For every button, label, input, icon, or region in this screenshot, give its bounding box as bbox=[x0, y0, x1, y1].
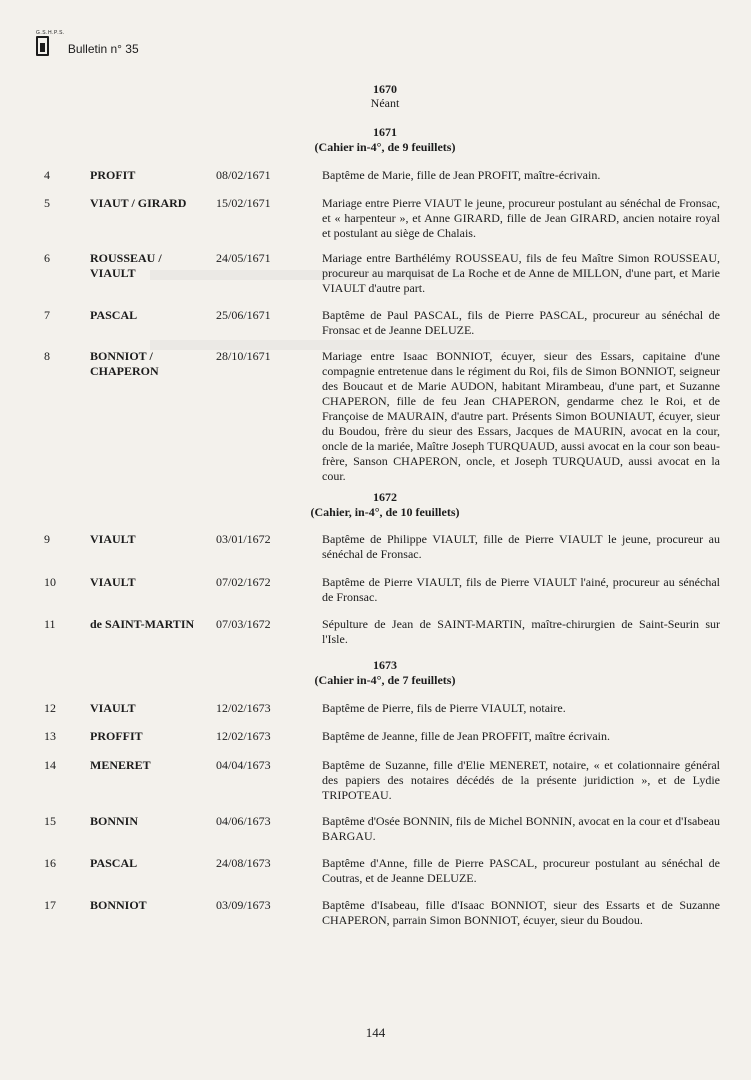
entry-text: Baptême de Pierre, fils de Pierre VIAULT, notaire. bbox=[322, 701, 566, 715]
entry-text: Sépulture de Jean de SAINT-MARTIN, maître-chirurgien de Saint-Seurin sur l'Isle. bbox=[322, 617, 720, 646]
section-1673 bbox=[230, 658, 540, 688]
entry-name: VIAULT bbox=[90, 532, 136, 546]
entry-name: VIAULT bbox=[90, 575, 136, 589]
entry-text: Mariage entre Barthélémy ROUSSEAU, fils de feu Maître Simon ROUSSEAU, procureur au marquisat de La Roche et de Anne de MILLON, d'une part, et Marie VIAULT d'autre part. bbox=[322, 251, 720, 295]
section-year: 1673 bbox=[373, 658, 397, 672]
section-note: (Cahier in-4°, de 7 feuillets) bbox=[314, 673, 456, 687]
entry-date: 24/08/1673 bbox=[216, 856, 271, 870]
entry-date: 03/01/1672 bbox=[216, 532, 271, 546]
section-note: (Cahier, in-4°, de 10 feuillets) bbox=[310, 505, 460, 519]
entry-number: 6 bbox=[44, 251, 50, 265]
entry-number: 15 bbox=[44, 814, 56, 828]
entry-name: PASCAL bbox=[90, 856, 138, 870]
section-note: (Cahier in-4°, de 9 feuillets) bbox=[314, 140, 456, 154]
bulletin-title: Bulletin n° 35 bbox=[67, 42, 139, 56]
logo-caption: G.S.H.P.S. bbox=[36, 30, 65, 36]
entry-date: 04/06/1673 bbox=[216, 814, 271, 828]
entry-text: Baptême de Marie, fille de Jean PROFIT, maître-écrivain. bbox=[322, 168, 601, 182]
entry-number: 10 bbox=[44, 575, 56, 589]
section-year: 1670 bbox=[373, 82, 397, 96]
entry-name: VIAUT / GIRARD bbox=[90, 196, 187, 210]
entry-name: VIAULT bbox=[90, 701, 136, 715]
entry-text: Baptême de Philippe VIAULT, fille de Pierre VIAULT le jeune, procureur au sénéchal de Fronsac. bbox=[322, 532, 720, 561]
section-note: Néant bbox=[370, 96, 400, 110]
entry-date: 08/02/1671 bbox=[216, 168, 271, 182]
entry-name: PASCAL bbox=[90, 308, 138, 322]
entry-text: Baptême d'Osée BONNIN, fils de Michel BONNIN, avocat en la cour et d'Isabeau BARGAU. bbox=[322, 814, 720, 843]
entry-date: 07/02/1672 bbox=[216, 575, 271, 589]
entry-text: Baptême de Pierre VIAULT, fils de Pierre VIAULT l'ainé, procureur au sénéchal de Fronsac. bbox=[322, 575, 720, 604]
entry-number: 11 bbox=[44, 617, 56, 631]
entry-date: 25/06/1671 bbox=[216, 308, 271, 322]
entry-name: BONNIOT bbox=[90, 898, 147, 912]
entry-text: Baptême d'Isabeau, fille d'Isaac BONNIOT, sieur des Essarts et de Suzanne CHAPERON, parrain Simon BONNIOT, écuyer, sieur du Boudou. bbox=[322, 898, 720, 927]
entry-date: 15/02/1671 bbox=[216, 196, 271, 210]
entry-number: 4 bbox=[44, 168, 50, 182]
logo-icon bbox=[36, 36, 49, 56]
bulletin-header bbox=[36, 30, 139, 56]
entry-number: 17 bbox=[44, 898, 56, 912]
section-year: 1671 bbox=[373, 125, 397, 139]
entry-name: MENERET bbox=[90, 758, 151, 772]
entry-date: 12/02/1673 bbox=[216, 701, 271, 715]
section-1671 bbox=[230, 125, 540, 155]
section-year: 1672 bbox=[373, 490, 397, 504]
section-1672 bbox=[230, 490, 540, 520]
entry-name: ROUSSEAU / VIAULT bbox=[90, 251, 162, 280]
entry-name: BONNIOT / CHAPERON bbox=[90, 349, 159, 378]
entry-text: Baptême de Jeanne, fille de Jean PROFFIT, maître écrivain. bbox=[322, 729, 611, 743]
entry-text: Mariage entre Pierre VIAUT le jeune, procureur postulant au sénéchal de Fronsac, et « harpenteur », et Anne GIRARD, fille de Jean GIRARD, ancien notaire royal et postulant au siège de Chalais. bbox=[322, 196, 720, 240]
society-logo bbox=[36, 30, 65, 56]
entry-number: 12 bbox=[44, 701, 56, 715]
entry-number: 13 bbox=[44, 729, 56, 743]
entry-text: Baptême de Paul PASCAL, fils de Pierre PASCAL, procureur au sénéchal de Fronsac et de Jeanne DELUZE. bbox=[322, 308, 720, 337]
entry-number: 5 bbox=[44, 196, 50, 210]
entry-name: PROFIT bbox=[90, 168, 136, 182]
page-number: 144 bbox=[365, 1025, 386, 1040]
entry-number: 7 bbox=[44, 308, 50, 322]
entry-name: de SAINT-MARTIN bbox=[90, 617, 195, 631]
entry-number: 9 bbox=[44, 532, 50, 546]
entry-number: 14 bbox=[44, 758, 56, 772]
entry-name: PROFFIT bbox=[90, 729, 143, 743]
entry-date: 24/05/1671 bbox=[216, 251, 271, 265]
entry-text: Baptême de Suzanne, fille d'Elie MENERET, notaire, « et colationnaire général des papiers des notaires décédés de la présente juridiction », et de Lydie TRIPOTEAU. bbox=[322, 758, 720, 802]
entry-text: Mariage entre Isaac BONNIOT, écuyer, sieur des Essars, capitaine d'une compagnie entretenue dans le régiment du Roi, fils de Simon BONNIOT, seigneur des Boucaut et de Marie AUDON, habitant Mirambeau, d'une part, et Suzanne CHAPERON, fille de feu Jean CHAPERON, gendarme chez le Roi, et de Françoise de MAURAIN, d'autre part. Présents Simon BOUNIAUT, écuyer, sieur du Boudou, frère du sieur des Essars, Jacques de MAURIN, avocat en la cour, oncle de la mariée, Maître Joseph TURQUAUD, aussi avocat en la cour son beau-frère, Sanson CHAPERON, oncle, et Joseph TURQUAUD, aussi avocat en la cour. bbox=[322, 349, 720, 483]
entry-date: 28/10/1671 bbox=[216, 349, 271, 363]
entry-text: Baptême d'Anne, fille de Pierre PASCAL, procureur postulant au sénéchal de Coutras, et de Jeanne DELUZE. bbox=[322, 856, 720, 885]
entry-number: 16 bbox=[44, 856, 56, 870]
entry-name: BONNIN bbox=[90, 814, 139, 828]
entry-date: 04/04/1673 bbox=[216, 758, 271, 772]
entry-date: 07/03/1672 bbox=[216, 617, 271, 631]
entry-number: 8 bbox=[44, 349, 50, 363]
entry-date: 12/02/1673 bbox=[216, 729, 271, 743]
section-1670 bbox=[300, 82, 470, 110]
entry-date: 03/09/1673 bbox=[216, 898, 271, 912]
